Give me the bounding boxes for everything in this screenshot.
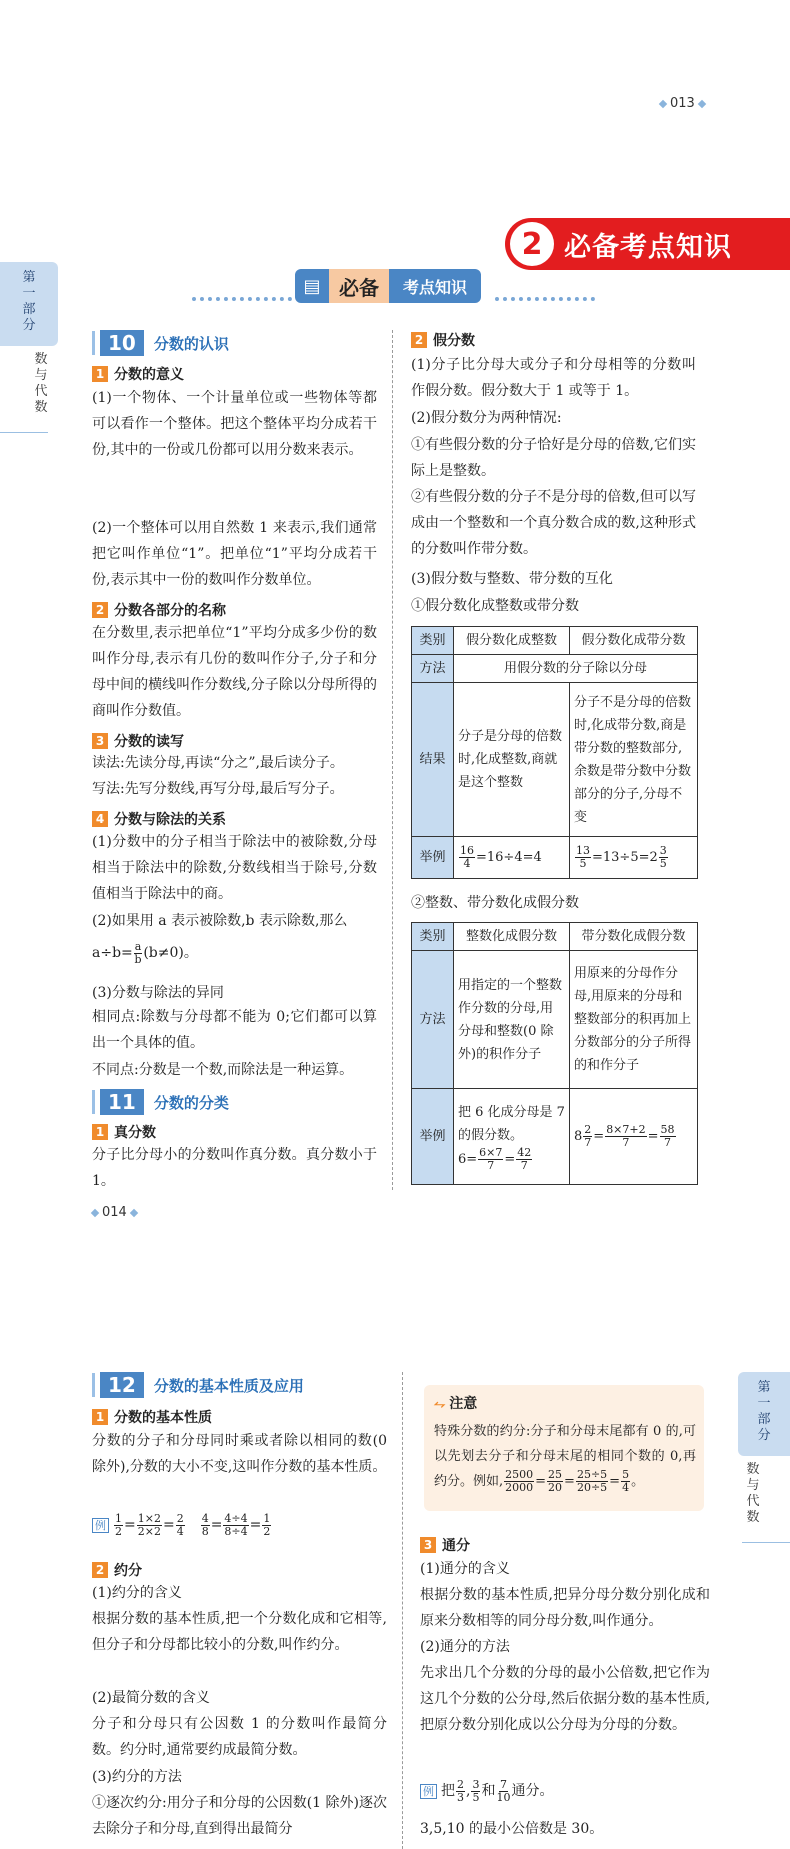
section-banner	[505, 218, 790, 270]
banner-number: 2	[510, 222, 554, 266]
subheading: 1 分数的意义	[92, 364, 184, 384]
paragraph: 根据分数的基本性质,把异分母分数分别化成和原来分数相等的同分母分数,叫作通分。	[420, 1587, 710, 1629]
table-row: 举例 把 6 化成分母是 7 的假分数。 6= $\frac{6\times 7}{7}$ = $\frac{42}{7}$ 8 $\frac{2}{7}$ = $\frac{8\times 7+2}{7}$ = $\frac{58}{7}$	[412, 1089, 698, 1185]
diamond-icon	[130, 1208, 138, 1216]
page-number-mid: 014	[92, 1205, 137, 1220]
paragraph: (2)假分数分为两种情况:	[411, 410, 562, 426]
banner-title: 必备考点知识	[564, 231, 732, 263]
divider	[0, 432, 48, 433]
paragraph: 不同点:分数是一个数,而除法是一种运算。	[92, 1062, 354, 1078]
paragraph: 根据分数的基本性质,把一个分数化成和它相等,但分子和分母都比较小的分数,叫作约分。	[92, 1611, 387, 1653]
paragraph: (1)通分的含义	[420, 1561, 510, 1577]
section-12-heading: 12 分数的基本性质及应用	[92, 1372, 304, 1398]
paragraph: (3)约分的方法	[92, 1769, 182, 1785]
table-row: 结果 分子是分母的倍数时,化成整数,商就是这个整数 分子不是分母的倍数时,化成带分数,商是带分数的整数部分,余数是带分数中分数部分的分子,分母不变	[412, 683, 698, 837]
side-tab-part: 第一部分	[0, 262, 58, 346]
table-row: 举例 $\frac{16}{4}$ =16÷4=4 $\frac{13}{5}$ =13÷5=2 $\frac{3}{5}$	[412, 837, 698, 879]
side-tab-topic: 数与代数	[746, 1462, 760, 1525]
table-row: 类别 整数化成假分数 带分数化成假分数	[412, 923, 698, 951]
paragraph: ②整数、带分数化成假分数	[411, 895, 579, 911]
note-box: ⥊ 注意 特殊分数的约分:分子和分母末尾都有 0 的,可以先划去分子和分母末尾的相同个数的 0,再约分。例如, $\frac{2500}{2000}$ = $\frac{25}{20}$ = $\frac{25\div 5}{20\div 5}$ = $\frac{5}{4}$ 。	[424, 1385, 704, 1511]
table-row: 方法 用假分数的分子除以分母	[412, 655, 698, 683]
subheading: 2 假分数	[411, 330, 475, 350]
table-improper-to-mixed	[411, 626, 698, 879]
example-cell: $\frac{16}{4}$ =16÷4=4	[454, 837, 570, 879]
paragraph: (1)分子比分母大或分子和分母相等的分数叫作假分数。假分数大于 1 或等于 1。	[411, 357, 696, 399]
book-icon: ▤	[295, 269, 329, 303]
paragraph: 写法:先写分数线,再写分母,最后写分子。	[92, 781, 344, 797]
example: 例 $\frac{1}{2}$ = $\frac{1\times 2}{2\times 2}$ = $\frac{2}{4}$ $\frac{4}{8}$ = $\frac{4\div 4}{8\div 4}$ = $\frac{1}{2}$	[92, 1512, 387, 1538]
paragraph: 在分数里,表示把单位“1”平均分成多少份的数叫作分母,表示有几份的数叫作分子,分子和分母中间的横线叫作分数线,分子除以分母所得的商叫作分数值。	[92, 625, 377, 719]
side-tab-part: 第一部分	[738, 1372, 790, 1456]
subheading: 1 真分数	[92, 1122, 156, 1142]
column-divider	[392, 330, 393, 1190]
paragraph: (3)假分数与整数、带分数的互化	[411, 571, 613, 587]
paragraph: (1)一个物体、一个计量单位或一些物体等都可以看作一个整体。把这个整体平均分成若干份,其中的一份或几份都可以用分数来表示。	[92, 390, 377, 458]
subheading: 3 分数的读写	[92, 731, 184, 751]
paragraph: (1)约分的含义	[92, 1585, 182, 1601]
paragraph: (2)最简分数的含义	[92, 1690, 210, 1706]
paragraph: 读法:先读分母,再读“分之”,最后读分子。	[92, 755, 344, 771]
paragraph: 分子和分母只有公因数 1 的分数叫作最简分数。约分时,通常要约成最简分数。	[92, 1716, 387, 1758]
paragraph: (1)分数中的分子相当于除法中的被除数,分母相当于除法中的除数,分数线相当于除号,分数值相当于除法中的商。	[92, 834, 377, 902]
chapter-header: ▤ 必备 考点知识	[295, 269, 481, 303]
table-row: 方法 用指定的一个整数作分数的分母,用分母和整数(0 除外)的积作分子 用原来的分母作分母,用原来的分母和整数部分的积再加上分数部分的分子所得的和作分子	[412, 951, 698, 1089]
paragraph: ①有些假分数的分子恰好是分母的倍数,它们实际上是整数。	[411, 437, 696, 479]
subheading: 3 通分	[420, 1535, 470, 1555]
example-cell: 8 $\frac{2}{7}$ = $\frac{8\times 7+2}{7}$ = $\frac{58}{7}$	[570, 1089, 698, 1185]
formula: a÷b= $\frac{a}{b}$ (b≠0)。	[92, 939, 198, 966]
paragraph: (3)分数与除法的异同	[92, 985, 224, 1001]
dotted-rule	[192, 297, 292, 301]
divider	[742, 1542, 790, 1543]
paragraph: 分子比分母小的分数叫作真分数。真分数小于 1。	[92, 1147, 377, 1189]
subheading: 4 分数与除法的关系	[92, 809, 226, 829]
section-11-heading: 11 分数的分类	[92, 1089, 229, 1115]
section-10-heading: 10 分数的认识	[92, 330, 229, 356]
example: 例 把 $\frac{2}{3}$ , $\frac{3}{5}$ 和 $\frac{7}{10}$ 通分。	[420, 1778, 710, 1804]
paragraph: ①假分数化成整数或带分数	[411, 598, 579, 614]
paragraph: (2)通分的方法	[420, 1639, 510, 1655]
attention-icon: ⥊	[434, 1396, 446, 1412]
table-row: 类别 假分数化成整数 假分数化成带分数	[412, 627, 698, 655]
paragraph: ②有些假分数的分子不是分母的倍数,但可以写成由一个整数和一个真分数合成的数,这种形式的分数叫作带分数。	[411, 489, 696, 557]
paragraph: 分数的分子和分母同时乘或者除以相同的数(0 除外),分数的大小不变,这叫作分数的基本性质。	[92, 1433, 387, 1475]
example-cell: 把 6 化成分母是 7 的假分数。 6= $\frac{6\times 7}{7}$ = $\frac{42}{7}$	[454, 1089, 570, 1185]
example-cell: $\frac{13}{5}$ =13÷5=2 $\frac{3}{5}$	[570, 837, 698, 879]
subheading: 1 分数的基本性质	[92, 1407, 212, 1427]
diamond-icon	[698, 99, 706, 107]
side-tab-topic: 数与代数	[34, 352, 48, 415]
paragraph: (2)一个整体可以用自然数 1 来表示,我们通常把它叫作单位“1”。把单位“1”平均分成若干份,表示其中一份的数叫作分数单位。	[92, 520, 377, 588]
column-divider	[402, 1372, 403, 1849]
dotted-rule	[495, 297, 595, 301]
paragraph: 先求出几个分数的分母的最小公倍数,把它作为这几个分数的公分母,然后依据分数的基本性质,把原分数分别化成以公分母为分母的分数。	[420, 1665, 710, 1733]
subheading: 2 分数各部分的名称	[92, 600, 226, 620]
diamond-icon	[91, 1208, 99, 1216]
paragraph: (2)如果用 a 表示被除数,b 表示除数,那么	[92, 913, 348, 929]
paragraph: ①逐次约分:用分子和分母的公因数(1 除外)逐次去除分子和分母,直到得出最简分	[92, 1795, 387, 1837]
page-number-top: 013	[660, 96, 705, 111]
diamond-icon	[659, 99, 667, 107]
table-integer-to-improper	[411, 922, 698, 1185]
subheading: 2 约分	[92, 1560, 142, 1580]
paragraph: 3,5,10 的最小公倍数是 30。	[420, 1821, 604, 1837]
paragraph: 相同点:除数与分母都不能为 0;它们都可以算出一个具体的值。	[92, 1009, 377, 1051]
